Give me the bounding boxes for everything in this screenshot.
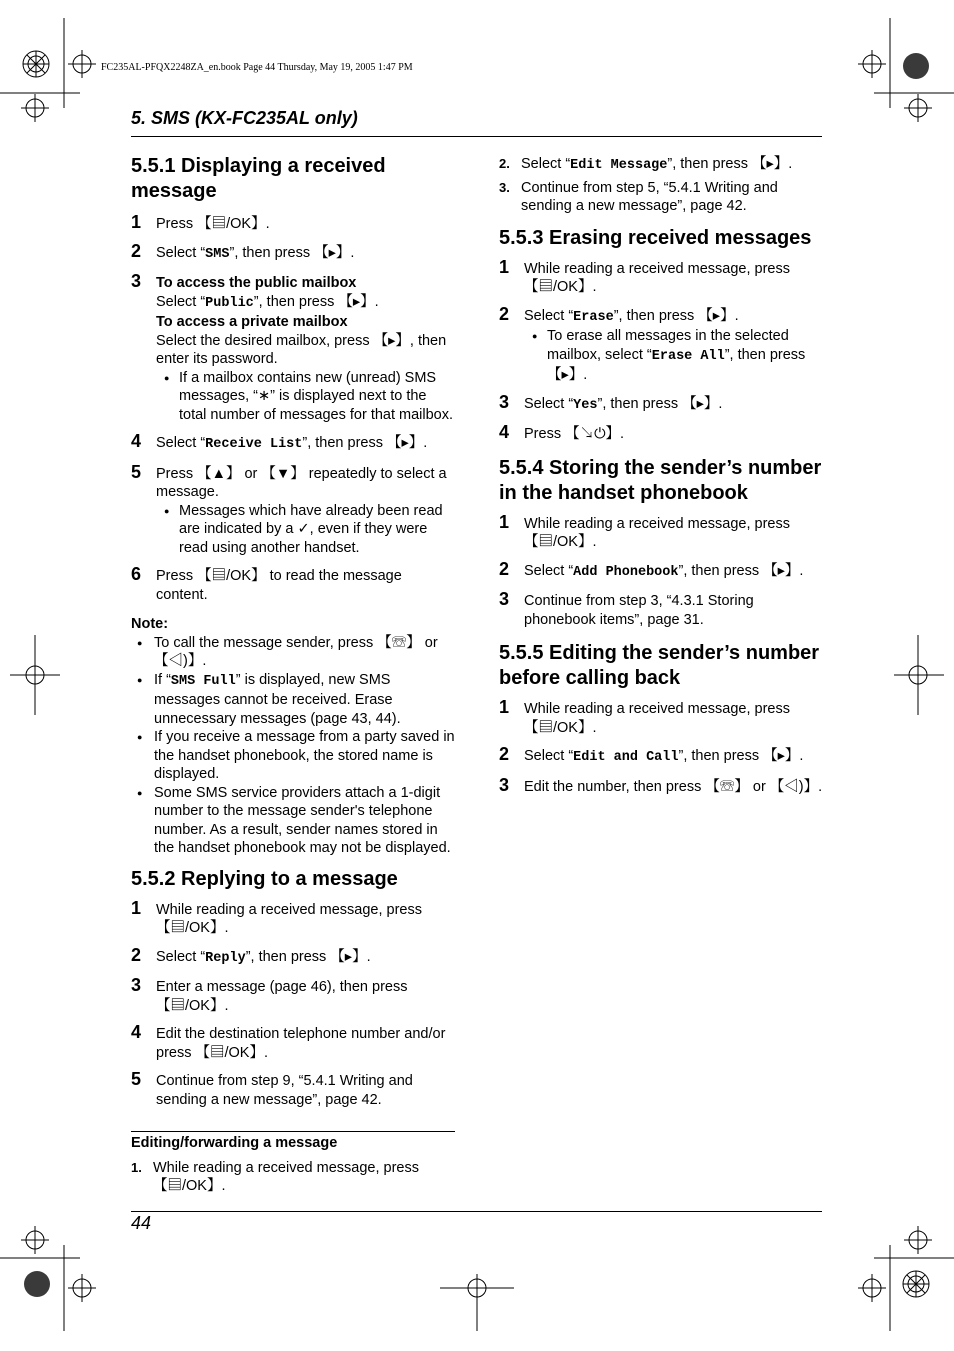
note-label: Note: (131, 616, 169, 632)
subheading: To access the public mailbox (156, 275, 357, 291)
step: 1 While reading a received message, press 【▤/OK】. (499, 511, 790, 550)
section-title-5-5-3: 5.5.3 Erasing received messages (499, 226, 812, 249)
header-rule (131, 136, 822, 137)
step: 2 Select “Add Phonebook”, then press 【▸】. (499, 558, 804, 580)
subsection-rule (131, 1131, 455, 1132)
print-meta: FC235AL-PFQX2248ZA_en.book Page 44 Thursday, May 19, 2005 1:47 PM (101, 62, 413, 73)
registration-mark (440, 1274, 514, 1331)
left-column (131, 154, 456, 1109)
section-title-5-5-2: 5.5.2 Replying to a message (131, 867, 398, 890)
right-column (499, 155, 824, 796)
chapter-title: 5. SMS (KX-FC235AL only) (131, 108, 358, 128)
registration-mark (21, 1226, 49, 1254)
footer-rule (131, 1211, 822, 1212)
step: 5 Continue from step 9, “5.4.1 Writing and sending a new message”, page 42. (131, 1069, 413, 1108)
step: 2 Select “Erase”, then press 【▸】. ● To erase all messages in the selected mailbox, select “Erase All”, then press 【▸】. (499, 307, 824, 385)
registration-mark (858, 50, 886, 78)
registration-mark (68, 50, 96, 78)
step: 3 Enter a message (page 46), then press 【▤/OK】. (131, 975, 408, 1014)
note-item: ● If “SMS Full” is displayed, new SMS messages cannot be received. Erase unnecessary messages (page 43, 44). (131, 671, 456, 729)
step: 3 To access the public mailbox Select “Public”, then press 【▸】. To access a private mailbox Select the desired mailbox, press 【▸】, then enter its password. ● If a mailbox contains new (unread) SMS messages, “∗” is displayed next to the total number of messages for that mailbox. (131, 274, 456, 424)
section-title-5-5-5: 5.5.5 Editing the sender’s number before calling back (499, 642, 820, 689)
subheading: To access a private mailbox (156, 314, 348, 330)
registration-mark (904, 94, 932, 122)
section-title-5-5-1: 5.5.1 Displaying a received message (131, 155, 386, 202)
dark-registration-dot (903, 53, 929, 79)
dark-registration-dot (24, 1271, 50, 1297)
note-item: ● Some SMS service providers attach a 1-digit number to the message sender's telephone number. As a result, sender names stored in the handset phonebook may not be displayed. (131, 784, 456, 858)
step: 6 Press 【▤/OK】 to read the message content. (131, 564, 402, 603)
registration-mark (10, 635, 60, 715)
numbered-item: 3. Continue from step 5, “5.4.1 Writing and sending a new message”, page 42. (499, 179, 778, 214)
step: 4 Edit the destination telephone number and/or press 【▤/OK】. (131, 1022, 446, 1061)
forwarding-block (131, 1134, 456, 1196)
step: 1 Press 【▤/OK】. (131, 212, 270, 232)
step: 2 Select “Edit and Call”, then press 【▸】. (499, 744, 804, 765)
step: 3 Select “Yes”, then press 【▸】. (499, 391, 723, 413)
registration-mark (904, 1226, 932, 1254)
step: 1 While reading a received message, press 【▤/OK】. (499, 697, 790, 736)
note-item: ● If you receive a message from a party saved in the handset phonebook, the stored name is displayed. (131, 728, 456, 784)
bullet-item: ● To erase all messages in the selected mailbox, select “Erase All”, then press 【▸】. (524, 327, 824, 385)
registration-mark (858, 1274, 886, 1302)
step: 3 Edit the number, then press 【☏】 or 【◁)】. (499, 774, 823, 795)
subsection-title: Editing/forwarding a message (131, 1135, 338, 1151)
registration-mark (894, 635, 944, 715)
step: 4 Select “Receive List”, then press 【▸】. (131, 431, 428, 452)
step: 3 Continue from step 3, “4.3.1 Storing phonebook items”, page 31. (499, 589, 754, 628)
bullet-item: ● Messages which have already been read are indicated by a ✓, even if they were read using another handset. (156, 502, 456, 558)
note-item: ● To call the message sender, press 【☏】 or 【◁)】. (131, 634, 456, 671)
step: 2 Select “SMS”, then press 【▸】. (131, 240, 355, 262)
bullet-item: ● If a mailbox contains new (unread) SMS messages, “∗” is displayed next to the total number of messages for that mailbox. (156, 369, 456, 425)
step: 1 While reading a received message, press 【▤/OK】. (131, 897, 422, 936)
section-title-5-5-4: 5.5.4 Storing the sender’s number in the handset phonebook (499, 456, 822, 504)
step: 5 Press 【▲】 or 【▼】 repeatedly to select a message. ● Messages which have already been read are indicated by a ✓, even if they were read using another handset. (131, 465, 456, 558)
numbered-item: 1. While reading a received message, press 【▤/OK】. (131, 1159, 419, 1194)
step: 4 Press 【↘⏻】. (499, 422, 625, 442)
starburst-mark (23, 51, 49, 77)
registration-mark (21, 94, 49, 122)
step: 1 While reading a received message, press 【▤/OK】. (499, 256, 790, 295)
starburst-mark (903, 1271, 929, 1297)
registration-mark (68, 1274, 96, 1302)
step: 2 Select “Reply”, then press 【▸】. (131, 944, 371, 966)
numbered-item: 2. Select “Edit Message”, then press 【▸】. (499, 156, 793, 173)
page-number: 44 (131, 1213, 152, 1233)
